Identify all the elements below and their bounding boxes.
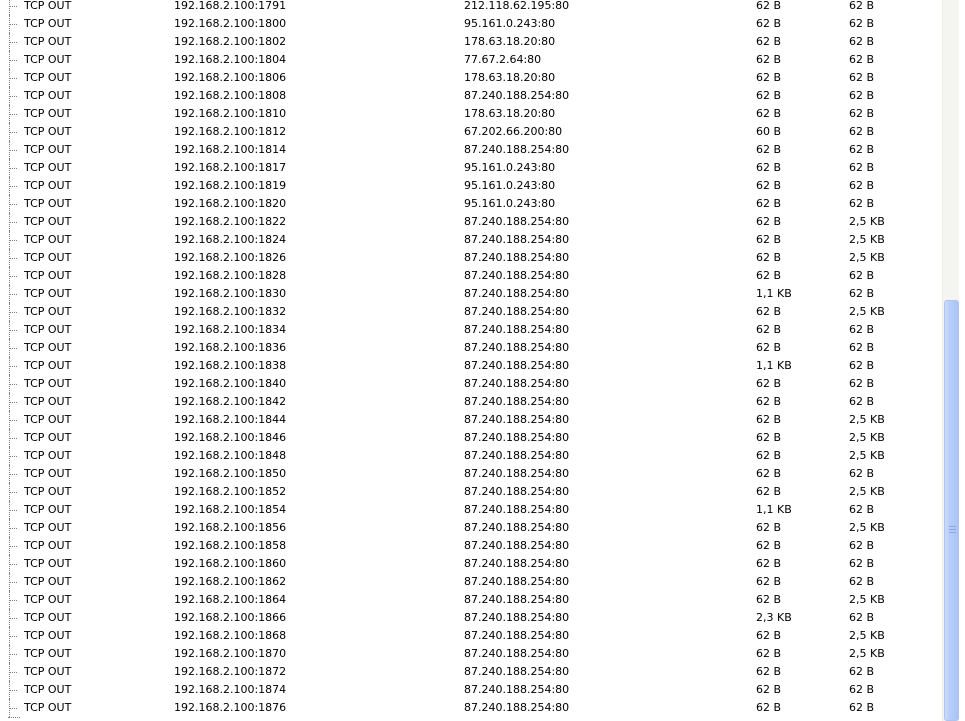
bytes-received: 62 B <box>849 107 875 120</box>
bytes-sent: 62 B <box>756 17 782 30</box>
tree-branch <box>10 168 17 170</box>
window-edge <box>959 0 965 721</box>
table-row[interactable] <box>0 105 942 123</box>
bytes-sent: 62 B <box>756 539 782 552</box>
table-row[interactable] <box>0 627 942 645</box>
connection-type: TCP OUT <box>24 125 72 138</box>
local-address: 192.168.2.100:1832 <box>174 305 287 318</box>
local-address: 192.168.2.100:1822 <box>174 215 287 228</box>
bytes-received: 62 B <box>849 701 875 714</box>
tree-branch <box>10 510 17 512</box>
tree-branch <box>10 222 17 224</box>
local-address: 192.168.2.100:1858 <box>174 539 287 552</box>
local-address: 192.168.2.100:1817 <box>174 161 287 174</box>
local-address: 192.168.2.100:1860 <box>174 557 287 570</box>
connection-type: TCP OUT <box>24 197 72 210</box>
bytes-sent: 1,1 KB <box>756 503 792 516</box>
bytes-sent: 2,3 KB <box>756 611 792 624</box>
bytes-received: 62 B <box>849 89 875 102</box>
scrollbar-thumb[interactable] <box>944 300 959 721</box>
bytes-sent: 62 B <box>756 35 782 48</box>
bytes-sent: 62 B <box>756 431 782 444</box>
bytes-received: 62 B <box>849 323 875 336</box>
remote-address: 87.240.188.254:80 <box>464 233 570 246</box>
connection-type: TCP OUT <box>24 179 72 192</box>
remote-address: 95.161.0.243:80 <box>464 197 556 210</box>
bytes-sent: 1,1 KB <box>756 287 792 300</box>
tree-branch <box>10 60 17 62</box>
local-address: 192.168.2.100:1834 <box>174 323 287 336</box>
connection-type: TCP OUT <box>24 233 72 246</box>
connection-type: TCP OUT <box>24 17 72 30</box>
table-row[interactable] <box>0 375 942 393</box>
bytes-received: 62 B <box>849 35 875 48</box>
remote-address: 87.240.188.254:80 <box>464 287 570 300</box>
remote-address: 87.240.188.254:80 <box>464 323 570 336</box>
tree-branch <box>10 78 17 80</box>
remote-address: 87.240.188.254:80 <box>464 521 570 534</box>
tree-branch <box>10 186 17 188</box>
local-address: 192.168.2.100:1819 <box>174 179 287 192</box>
local-address: 192.168.2.100:1850 <box>174 467 287 480</box>
local-address: 192.168.2.100:1874 <box>174 683 287 696</box>
local-address: 192.168.2.100:1828 <box>174 269 287 282</box>
remote-address: 87.240.188.254:80 <box>464 647 570 660</box>
connection-type: TCP OUT <box>24 539 72 552</box>
bytes-sent: 62 B <box>756 395 782 408</box>
tree-branch <box>10 582 17 584</box>
local-address: 192.168.2.100:1868 <box>174 629 287 642</box>
bytes-received: 62 B <box>849 71 875 84</box>
tree-branch <box>10 6 17 8</box>
tree-branch <box>10 42 17 44</box>
table-row[interactable] <box>0 141 942 159</box>
tree-branch <box>10 438 17 440</box>
remote-address: 87.240.188.254:80 <box>464 683 570 696</box>
connection-type: TCP OUT <box>24 377 72 390</box>
remote-address: 87.240.188.254:80 <box>464 485 570 498</box>
table-row[interactable] <box>0 483 942 501</box>
tree-branch <box>10 366 17 368</box>
local-address: 192.168.2.100:1838 <box>174 359 287 372</box>
connection-type: TCP OUT <box>24 521 72 534</box>
tree-branch <box>10 240 17 242</box>
remote-address: 87.240.188.254:80 <box>464 341 570 354</box>
tree-branch <box>10 636 17 638</box>
tree-branch <box>10 150 17 152</box>
remote-address: 87.240.188.254:80 <box>464 665 570 678</box>
connection-type: TCP OUT <box>24 215 72 228</box>
local-address: 192.168.2.100:1872 <box>174 665 287 678</box>
table-row[interactable] <box>0 303 942 321</box>
remote-address: 87.240.188.254:80 <box>464 395 570 408</box>
local-address: 192.168.2.100:1842 <box>174 395 287 408</box>
table-row[interactable] <box>0 285 942 303</box>
bytes-sent: 62 B <box>756 71 782 84</box>
remote-address: 95.161.0.243:80 <box>464 17 556 30</box>
table-row[interactable] <box>0 213 942 231</box>
bytes-received: 2,5 KB <box>849 485 885 498</box>
remote-address: 178.63.18.20:80 <box>464 107 556 120</box>
table-row[interactable] <box>0 537 942 555</box>
bytes-received: 62 B <box>849 341 875 354</box>
local-address: 192.168.2.100:1848 <box>174 449 287 462</box>
bytes-sent: 62 B <box>756 521 782 534</box>
remote-address: 87.240.188.254:80 <box>464 89 570 102</box>
table-row[interactable] <box>0 609 942 627</box>
tree-branch <box>10 24 17 26</box>
connection-type: TCP OUT <box>24 467 72 480</box>
table-row[interactable] <box>0 429 942 447</box>
table-row[interactable] <box>0 15 942 33</box>
remote-address: 95.161.0.243:80 <box>464 179 556 192</box>
remote-address: 87.240.188.254:80 <box>464 413 570 426</box>
remote-address: 178.63.18.20:80 <box>464 71 556 84</box>
bytes-received: 62 B <box>849 125 875 138</box>
bytes-sent: 62 B <box>756 215 782 228</box>
tree-branch <box>10 312 17 314</box>
remote-address: 67.202.66.200:80 <box>464 125 563 138</box>
bytes-sent: 62 B <box>756 467 782 480</box>
connection-type: TCP OUT <box>24 395 72 408</box>
connection-type: TCP OUT <box>24 647 72 660</box>
bytes-sent: 1,1 KB <box>756 359 792 372</box>
tree-branch <box>10 114 17 116</box>
bytes-received: 62 B <box>849 665 875 678</box>
connection-type: TCP OUT <box>24 413 72 426</box>
connection-type: TCP OUT <box>24 143 72 156</box>
connection-type: TCP OUT <box>24 287 72 300</box>
tree-branch <box>10 420 17 422</box>
bytes-sent: 62 B <box>756 251 782 264</box>
tree-branch <box>10 348 17 350</box>
bytes-received: 2,5 KB <box>849 593 885 606</box>
table-row[interactable] <box>0 321 942 339</box>
tree-branch <box>10 654 17 656</box>
table-row[interactable] <box>0 51 942 69</box>
remote-address: 178.63.18.20:80 <box>464 35 556 48</box>
remote-address: 87.240.188.254:80 <box>464 611 570 624</box>
remote-address: 87.240.188.254:80 <box>464 557 570 570</box>
connection-type: TCP OUT <box>24 305 72 318</box>
tree-branch <box>10 330 17 332</box>
connection-type: TCP OUT <box>24 593 72 606</box>
connection-type: TCP OUT <box>24 431 72 444</box>
bytes-sent: 62 B <box>756 233 782 246</box>
connection-type: TCP OUT <box>24 629 72 642</box>
table-row[interactable] <box>0 231 942 249</box>
tree-branch <box>10 294 17 296</box>
bytes-sent: 62 B <box>756 179 782 192</box>
local-address: 192.168.2.100:1824 <box>174 233 287 246</box>
connection-type: TCP OUT <box>24 665 72 678</box>
table-row[interactable] <box>0 393 942 411</box>
local-address: 192.168.2.100:1826 <box>174 251 287 264</box>
local-address: 192.168.2.100:1812 <box>174 125 287 138</box>
bytes-received: 62 B <box>849 17 875 30</box>
local-address: 192.168.2.100:1862 <box>174 575 287 588</box>
tree-branch <box>10 258 17 260</box>
remote-address: 87.240.188.254:80 <box>464 305 570 318</box>
remote-address: 87.240.188.254:80 <box>464 467 570 480</box>
remote-address: 87.240.188.254:80 <box>464 251 570 264</box>
local-address: 192.168.2.100:1810 <box>174 107 287 120</box>
tree-branch <box>10 276 17 278</box>
bytes-received: 62 B <box>849 539 875 552</box>
tree-branch <box>10 564 17 566</box>
local-address: 192.168.2.100:1864 <box>174 593 287 606</box>
connection-type: TCP OUT <box>24 161 72 174</box>
bytes-sent: 62 B <box>756 53 782 66</box>
bytes-received: 62 B <box>849 359 875 372</box>
table-row[interactable] <box>0 249 942 267</box>
connection-type: TCP OUT <box>24 107 72 120</box>
bytes-sent: 62 B <box>756 269 782 282</box>
bytes-received: 2,5 KB <box>849 521 885 534</box>
bytes-sent: 62 B <box>756 683 782 696</box>
bytes-received: 62 B <box>849 395 875 408</box>
bytes-received: 62 B <box>849 611 875 624</box>
connection-type: TCP OUT <box>24 251 72 264</box>
bytes-sent: 62 B <box>756 701 782 714</box>
connection-type: TCP OUT <box>24 359 72 372</box>
bytes-received: 2,5 KB <box>849 647 885 660</box>
bytes-received: 2,5 KB <box>849 233 885 246</box>
table-row[interactable] <box>0 591 942 609</box>
bytes-received: 62 B <box>849 503 875 516</box>
bytes-sent: 62 B <box>756 413 782 426</box>
connection-type: TCP OUT <box>24 323 72 336</box>
connection-type: TCP OUT <box>24 503 72 516</box>
remote-address: 87.240.188.254:80 <box>464 377 570 390</box>
bytes-received: 62 B <box>849 161 875 174</box>
local-address: 192.168.2.100:1876 <box>174 701 287 714</box>
tree-branch <box>10 96 17 98</box>
bytes-received: 62 B <box>849 179 875 192</box>
connection-type: TCP OUT <box>24 71 72 84</box>
remote-address: 87.240.188.254:80 <box>464 593 570 606</box>
table-row[interactable] <box>0 357 942 375</box>
bytes-sent: 62 B <box>756 449 782 462</box>
table-row[interactable] <box>0 519 942 537</box>
bytes-sent: 62 B <box>756 143 782 156</box>
connection-type: TCP OUT <box>24 611 72 624</box>
bytes-sent: 62 B <box>756 107 782 120</box>
local-address: 192.168.2.100:1802 <box>174 35 287 48</box>
bytes-received: 2,5 KB <box>849 449 885 462</box>
connection-type: TCP OUT <box>24 557 72 570</box>
bytes-received: 62 B <box>849 269 875 282</box>
table-row[interactable] <box>0 0 942 15</box>
connection-type: TCP OUT <box>24 575 72 588</box>
local-address: 192.168.2.100:1830 <box>174 287 287 300</box>
tree-branch <box>10 132 17 134</box>
local-address: 192.168.2.100:1844 <box>174 413 287 426</box>
tree-branch <box>10 492 17 494</box>
tree-branch <box>10 204 17 206</box>
bytes-received: 62 B <box>849 197 875 210</box>
local-address: 192.168.2.100:1852 <box>174 485 287 498</box>
table-row[interactable] <box>0 123 942 141</box>
local-address: 192.168.2.100:1820 <box>174 197 287 210</box>
remote-address: 87.240.188.254:80 <box>464 629 570 642</box>
remote-address: 87.240.188.254:80 <box>464 269 570 282</box>
bytes-received: 2,5 KB <box>849 215 885 228</box>
local-address: 192.168.2.100:1814 <box>174 143 287 156</box>
table-row[interactable] <box>0 501 942 519</box>
tree-branch <box>10 690 17 692</box>
bytes-received: 2,5 KB <box>849 413 885 426</box>
local-address: 192.168.2.100:1870 <box>174 647 287 660</box>
remote-address: 87.240.188.254:80 <box>464 143 570 156</box>
tree-branch <box>10 402 17 404</box>
bytes-received: 62 B <box>849 467 875 480</box>
table-row[interactable] <box>0 573 942 591</box>
bytes-received: 2,5 KB <box>849 629 885 642</box>
connection-type: TCP OUT <box>24 449 72 462</box>
table-row[interactable] <box>0 177 942 195</box>
bytes-received: 62 B <box>849 53 875 66</box>
table-row[interactable] <box>0 195 942 213</box>
table-row[interactable] <box>0 33 942 51</box>
bytes-sent: 62 B <box>756 323 782 336</box>
table-row[interactable] <box>0 555 942 573</box>
table-row[interactable] <box>0 681 942 699</box>
table-row[interactable] <box>0 159 942 177</box>
bytes-sent: 62 B <box>756 593 782 606</box>
bytes-received: 62 B <box>849 557 875 570</box>
table-row[interactable] <box>0 699 942 717</box>
tree-branch <box>10 708 17 710</box>
connection-type: TCP OUT <box>24 53 72 66</box>
bytes-sent: 62 B <box>756 575 782 588</box>
remote-address: 87.240.188.254:80 <box>464 215 570 228</box>
remote-address: 87.240.188.254:80 <box>464 503 570 516</box>
tree-branch <box>10 600 17 602</box>
connection-type: TCP OUT <box>24 485 72 498</box>
remote-address: 212.118.62.195:80 <box>464 0 570 12</box>
bytes-sent: 62 B <box>756 161 782 174</box>
tree-branch <box>10 672 17 674</box>
remote-address: 87.240.188.254:80 <box>464 701 570 714</box>
bytes-sent: 60 B <box>756 125 782 138</box>
connection-type: TCP OUT <box>24 0 72 12</box>
tree-branch <box>10 546 17 548</box>
bytes-received: 2,5 KB <box>849 251 885 264</box>
bytes-sent: 62 B <box>756 629 782 642</box>
table-row[interactable] <box>0 465 942 483</box>
local-address: 192.168.2.100:1840 <box>174 377 287 390</box>
connection-type: TCP OUT <box>24 35 72 48</box>
bytes-sent: 62 B <box>756 305 782 318</box>
tree-branch <box>10 456 17 458</box>
tree-branch <box>10 528 17 530</box>
bytes-sent: 62 B <box>756 377 782 390</box>
local-address: 192.168.2.100:1800 <box>174 17 287 30</box>
table-row[interactable] <box>0 267 942 285</box>
bytes-sent: 62 B <box>756 647 782 660</box>
bytes-received: 62 B <box>849 575 875 588</box>
bytes-sent: 62 B <box>756 665 782 678</box>
connection-type: TCP OUT <box>24 341 72 354</box>
local-address: 192.168.2.100:1854 <box>174 503 287 516</box>
bytes-received: 62 B <box>849 377 875 390</box>
table-row[interactable] <box>0 447 942 465</box>
vertical-scrollbar[interactable] <box>942 0 960 721</box>
bytes-sent: 62 B <box>756 341 782 354</box>
bytes-received: 2,5 KB <box>849 305 885 318</box>
table-row[interactable] <box>0 339 942 357</box>
local-address: 192.168.2.100:1856 <box>174 521 287 534</box>
table-row[interactable] <box>0 663 942 681</box>
remote-address: 95.161.0.243:80 <box>464 161 556 174</box>
remote-address: 87.240.188.254:80 <box>464 539 570 552</box>
remote-address: 87.240.188.254:80 <box>464 575 570 588</box>
bytes-sent: 62 B <box>756 0 782 12</box>
local-address: 192.168.2.100:1866 <box>174 611 287 624</box>
connection-type: TCP OUT <box>24 89 72 102</box>
local-address: 192.168.2.100:1846 <box>174 431 287 444</box>
remote-address: 87.240.188.254:80 <box>464 359 570 372</box>
bytes-sent: 62 B <box>756 197 782 210</box>
remote-address: 77.67.2.64:80 <box>464 53 542 66</box>
local-address: 192.168.2.100:1836 <box>174 341 287 354</box>
tree-branch <box>10 384 17 386</box>
connection-type: TCP OUT <box>24 683 72 696</box>
local-address: 192.168.2.100:1808 <box>174 89 287 102</box>
local-address: 192.168.2.100:1806 <box>174 71 287 84</box>
local-address: 192.168.2.100:1804 <box>174 53 287 66</box>
tree-connector <box>8 717 20 719</box>
table-row[interactable] <box>0 69 942 87</box>
bytes-received: 62 B <box>849 143 875 156</box>
bytes-received: 2,5 KB <box>849 431 885 444</box>
bytes-received: 62 B <box>849 287 875 300</box>
connection-type: TCP OUT <box>24 269 72 282</box>
remote-address: 87.240.188.254:80 <box>464 431 570 444</box>
tree-branch <box>10 474 17 476</box>
bytes-sent: 62 B <box>756 89 782 102</box>
tree-branch <box>10 618 17 620</box>
bytes-sent: 62 B <box>756 485 782 498</box>
bytes-received: 62 B <box>849 0 875 12</box>
local-address: 192.168.2.100:1791 <box>174 0 287 12</box>
table-row[interactable] <box>0 645 942 663</box>
table-row[interactable] <box>0 411 942 429</box>
remote-address: 87.240.188.254:80 <box>464 449 570 462</box>
connection-type: TCP OUT <box>24 701 72 714</box>
table-row[interactable] <box>0 87 942 105</box>
bytes-received: 62 B <box>849 683 875 696</box>
bytes-sent: 62 B <box>756 557 782 570</box>
